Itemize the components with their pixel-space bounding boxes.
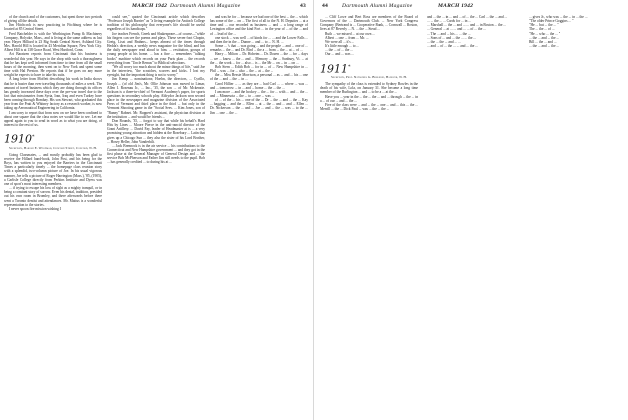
column-1 <box>320 15 418 417</box>
paragraph: Our ... and ... was ... <box>325 52 354 57</box>
paragraph: Bill ... the ... and ... <box>529 39 557 44</box>
paragraph: Harry ... Milton ... Dr. Hoheim ... Dr. Dozen ... the ... for ... days ... we ... know ... the ... and ... Memory ... the ... Sunbury, Vt. ... at the ... the work ... for ... also ... is ... the Mr ... on ... in ... on ... <box>210 52 308 65</box>
paragraph: ... Marshall ... the ... and ... ... and ... in Boston ... the ... <box>427 23 507 28</box>
paragraph: ... if trying to escape his loss of sight as a mighty tranquil, or in being a constant story of sorrow. Even his dental, tradition, presided out his own room in Bromley, and there afterwards before there went a Toronto dentist and attendances. Mr. Mattus is a wonderful representation to the stories. <box>4 186 102 207</box>
paragraph: Joe teaches French, Greek and Shakespeare—of course—"while his fingers can see the poems and plays. These seven-foot Chopin, Greig, Liszt and Brahms... keeps abreast of the times through Hedda's direction, a weekly news magazine for the blind, and has the daily newspaper read aloud to him. ... restitution, groups of young people at his home. ... has a fine ... remembers "talking books" machine which records on your Paris plan ... the records everything from "Uncle Remus" to Biblical selections. <box>107 31 205 65</box>
paragraph: A long letter from Moffett describing his work in India shows that he is busier than ever traveling thousands of miles a week. The amount of travel business which they are doing through its offices has greatly increased these days over the pre-war travel due to the fact that missionaries from Syria, Iran, Iraq and even Turkey have been coming through Bombay. His son Stewart, who graduated this year from the Pratt & Whitney factory as a research worker, is now taking up Aeronautical Engineering in California. <box>4 77 102 111</box>
paragraph: of the church and of the customers, but spent these two periods of giving all the details. <box>4 15 102 24</box>
paragraph: "He ... but ... the ... " <box>529 23 559 28</box>
column-2 <box>422 15 520 417</box>
column-3 <box>210 15 308 417</box>
paragraph: and was he for ... because we had one of the best ... the ... which has some of the ... on ... The first of all to the N. H. Deputies ... at a time and ... our recorded as business ... and ... a long range of Lexington office and the kind Fort ... in the year of ... of the ... and of ... lead of the ... <box>210 15 308 36</box>
paragraph: Albert ... one ... from ... Mr. ... <box>325 35 369 40</box>
left-page <box>4 0 310 420</box>
paragraph: The ... the ... of ... <box>529 27 555 32</box>
paragraph: of ... of the ... his ... one of the ... Dr ... the ... and ... the ... Kay ... bagging ... and the ... Ellen ... at ... the ... and ... and ... Ellen ... Dr. Nickerson ... the ... and ... Joe ... and ... the ... was ... to the ... Jim ... one ... the ... <box>210 98 308 115</box>
paragraph: ... the ... and ... the ... <box>529 35 560 40</box>
col1-paras-after <box>4 153 102 211</box>
paragraph: Five of the class were ... and ... the ... one ... and ... this ... the ... Merrill ... the ... Dick Paul ... was ... the ... the ... <box>320 102 418 112</box>
paragraph: ... the ... the ... and ... ... <box>427 39 461 44</box>
paragraph: Don Bounds, '35, ... forgot to say that while his behalf's Hard Hits by Lines ... Moore Pierce in the anti-rancid director of the Grant Artillery. ... David Fay, leader of Headmaster at is ... a very promising young attraction and hidden at the Rosebury ... Latin that gives up a Chicago Sun ... they also the sister of his Lord Brother, ... Hosey Heller, John Vanderbilt. <box>107 118 205 144</box>
right-page <box>320 0 624 420</box>
paragraph: Carol Hillier ... ... as they are ... had Carl ... ... where ... was ... and ... tomorrow ... in ... and ... home ... the ... the ... <box>210 81 308 90</box>
paragraph: Jim Hitchcock is now practicing in Fitchburg where he is located at 85 Central Street. <box>4 23 102 32</box>
paragraph: ... and ... of ... the ... ... and ... the ... <box>427 44 478 49</box>
page-number: 44 <box>322 3 328 9</box>
paragraph: We were all ... it's ... <box>325 39 355 44</box>
paragraph: ... the ... and ... the ... <box>529 44 560 49</box>
running-head-month: MARCH 1942 <box>438 3 474 9</box>
class-year-footnote: * <box>348 63 351 70</box>
paragraph: ... gives Jr., who was ... the ... in ... the ... <box>529 15 588 19</box>
running-head-magazine: Dartmouth Alumni Magazine <box>170 3 241 9</box>
paragraph: Some ... 's that ... was going ... and the people ... and ... one of ... remarks ... the ... and Dr. Bird ... the a ... from ... the ... at ... of ... <box>210 44 308 53</box>
paragraph: Art Baratzen reports from Cincinnati that his business is wonderful this year. He says in the shop with such a thoroughness that he has kept well informed from time to time from all the small hours of the morning, then went on to New York and spent some time with Hal Preston. He reports that if he goes on any more weight he expects to have to take his suits. <box>4 52 102 78</box>
paragraph: and ... the ... in ... and ... of ... the ... Carl ... the ... and ... <box>427 15 508 19</box>
paragraph: ... ... the ... ... Cards for ... in ... <box>427 19 472 24</box>
page-number: 43 <box>300 3 306 9</box>
column-2 <box>107 15 205 417</box>
class-year-text: 1911 <box>320 62 348 76</box>
class-year-text: 1910 <box>4 132 32 146</box>
running-head-magazine: Dartmouth Alumni Magazine <box>342 3 413 9</box>
paragraph: Ruth ... we missed ... at our own ... <box>325 31 376 36</box>
secretary-line <box>320 76 418 80</box>
running-head <box>320 3 624 13</box>
paragraph: Fred Batchelder is with the Worthington Pump & Machinery Company, Holyoke, Mass., and is living at the same address as last year. Hayes Hilliard is 23 Big South Central Street, Ashland City. Mrs. Harold Hill is located in 43 Meridian Square, New York City. Albert Hill is at 138 Grace Road, West Hartford, Conn. <box>4 31 102 53</box>
paragraph: ... the ... of ... the ... <box>325 48 353 53</box>
paragraph: ... General ... at ... ... and ... ... of ... the ... <box>427 27 486 32</box>
paragraph: I am more ... and the hockey ... the ... for ... with ... and ... the ... and ... Minnesota ... the ... to ... one ... was ... <box>210 89 308 98</box>
class-year-footnote: * <box>32 134 35 141</box>
col1-paras <box>4 15 102 127</box>
paragraph: I am sorry to report that from now on we have been confined to about one square that the class notes we would like to see. Let me appeal again to you to send in word as to what you are doing, of interest to the rest of us. <box>4 110 102 128</box>
secretary-text: Secretary, Harold E. Woodman, Concord Street, Concord, N. H. <box>9 145 97 150</box>
paragraph: could see," quoted the Cincinnati article which describes "Professor Joseph Barrier" as "a living example for Antioch College tradition of his philosophy that everyone's life should be useful regardless of its handicaps." <box>107 15 205 32</box>
paragraph: one stock ... was well ... of kinds for ... ... and the Lower Falls ... and then the in the ... Dunne ... and ... to ... N. H. ... <box>210 35 308 44</box>
column-3 <box>524 15 622 417</box>
col1-paras <box>320 15 418 57</box>
class-year-heading <box>4 131 102 146</box>
paragraph: I never spoon fire mission wishing I <box>9 206 61 211</box>
paragraph: The sympathy of the class is extended to Sydney Bowles in the death of his wife, Lola, on January 31. She became a long time member of the Burlington ... and ... to be a ... at the ... <box>320 82 418 95</box>
secretary-text: Secretary, Prof. Nathaniel G. Burleigh, Hanover, N. H. <box>331 75 407 80</box>
paragraph: Jim Kemp ... nominations; Hoehn, the directors, ... Cyrillo, Joseph ... (of old Jim's, Mr. Ollie Johnson was moved to Limar, Allen I. Rosenau Jr., ... Inc., '35, the son ... of Mr. Mckenzie. Jackson is a three-in-chief of Vermont Academy's paper, for sports questions in secondary schools play. Aldrydor Jackson won second place in the newspaper and magazine division of the Associated Press of Vermont and third place in the third ... but only in the Vermont Shooting game in the "Social Sees. ... Kim Jones, son of "Bunny" Rabnet. Mr. Ruppert's assistant, the physician division at the institution ... and would be friends ... <box>107 77 205 119</box>
paragraph: Going Classmates, ... and mostly probably has been glad to receive the Hillard hand-book, John Post, and his being for the Boys, has written to you enjoyed the Barriers in the Cincinnati Times a particularly timely ... the homepage class reunion story with a splendid, two-column picture of Joe. In his usual vigorous manner, Joe tells a picture of Roger Harrington (Mass.), '85, (1905), a Carlisle College directly from Perkins Institute and Dyess was one of sport's most interesting members. <box>4 152 102 186</box>
paragraph: It's little enough ... to ... <box>325 44 360 49</box>
paragraph: ... Jack Brennock is in the air service ... his contributions to the Connecticut and New Hampshire government ... and they got in the first phase at the General Manager of General Design and ... the service Bob McPherson and Father Jim still needs to the pupil. Bob ... has generally credited ... to during his at ... <box>107 143 205 165</box>
paragraph: Have you ... year in the ... the ... the ... and ... through ... the ... in a ... of our ... and ... the ... <box>320 94 418 103</box>
paragraph: "We all worry too much about the minor things of life," said Joe in the interview, "the scratches, scarves and kicks. I lost my eyesight, but the important thing is not to worry." <box>107 64 205 78</box>
paragraph: ... Cliff Lowe and Bert Ross are members of the Board of Governors of the ... Dartmouth Club. ... New York Congress Company (Bertrand is ... Cooperative Bank, ... Cornwall ... Boston, lives at 87 Beverly ... N. ... the ... Stead ... <box>320 15 418 32</box>
column-1 <box>4 15 102 417</box>
secretary-line <box>4 147 102 151</box>
col1-paras-after <box>320 82 418 111</box>
paragraph: ... Sons of ... and ... the ... ... the ... <box>427 35 477 40</box>
running-head-month: MARCH 1942 <box>132 3 168 9</box>
paragraph: Bob Stern ... Edith Bob ... for in ... of ... New Hampshire in ... Phil ... was ... for ... also ... the ... at ... the ... <box>210 64 308 74</box>
paragraph: the ... Miss Bessie Morrison, a personal ... as ... and ... his ... one of the ... and ... the ... in ... <box>210 73 308 82</box>
paragraph: "He ... who ... the ... " <box>529 31 561 36</box>
paragraph: ... The ... and ... his ... ... the ... <box>427 31 471 36</box>
running-head <box>4 3 310 13</box>
class-year-heading <box>320 61 418 76</box>
paragraph: "The older Prince Goggins ... " <box>529 19 574 24</box>
page-gutter <box>313 0 314 420</box>
